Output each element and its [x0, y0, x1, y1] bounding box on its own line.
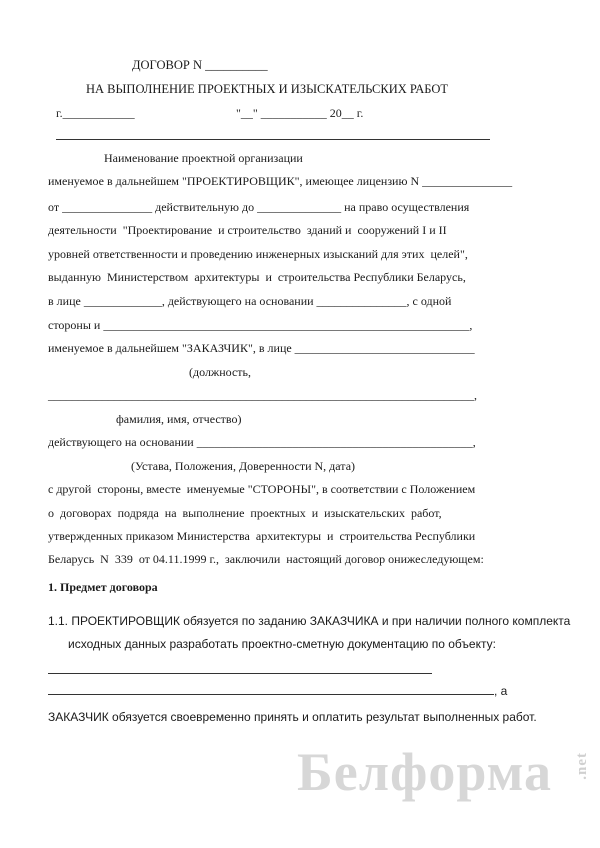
org-name-label: Наименование проектной организации — [104, 151, 303, 165]
contract-text-line: стороны и _____________________________________________________________, — [48, 318, 473, 332]
contract-text-line: действующего на основании ______________________________________________, — [48, 435, 476, 449]
place-field: г.____________ — [56, 106, 135, 120]
clause-line: 1.1. ПРОЕКТИРОВЩИК обязуется по заданию ЗАКАЗЧИКА и при наличии полного комплекта — [48, 614, 571, 628]
basis-hint: (Устава, Положения, Доверенности N, дата) — [131, 459, 356, 473]
object-blank-line — [48, 694, 494, 695]
contract-title: ДОГОВОР N __________ — [132, 58, 268, 72]
watermark-text: Белформа — [297, 742, 552, 802]
contract-text-line: Беларусь N 339 от 04.11.1999 г., заключили настоящий договор онижеследующем: — [48, 552, 484, 566]
object-blank-line — [48, 673, 432, 674]
separator-line — [56, 139, 490, 140]
watermark-logo — [297, 742, 590, 802]
contract-text-line: именуемое в дальнейшем "ПРОЕКТИРОВЩИК", имеющее лицензию N _______________ — [48, 174, 513, 188]
contract-text-line: выданную Министерством архитектуры и строительства Республики Беларусь, — [48, 270, 466, 284]
contract-text-line: уровней ответственности и проведению инженерных изысканий для этих целей", — [48, 247, 468, 261]
blank-line: _______________________________________________________________________, — [48, 388, 477, 402]
clause-line: исходных данных разработать проектно-сметную документацию по объекту: — [68, 637, 496, 651]
contract-text-line: от _______________ действительную до ______________ на право осуществления — [48, 200, 470, 214]
name-hint: фамилия, имя, отчество) — [116, 412, 242, 426]
watermark-suffix: .net — [574, 752, 590, 780]
position-hint: (должность, — [189, 365, 251, 379]
contract-text-line: в лице _____________, действующего на основании _______________, с одной — [48, 294, 452, 308]
clause-tail: , а — [494, 684, 508, 698]
contract-text-line: деятельности "Проектирование и строительство зданий и сооружений I и II — [48, 223, 447, 237]
section-heading: 1. Предмет договора — [48, 580, 158, 594]
contract-text-line: именуемое в дальнейшем "ЗАКАЗЧИК", в лице ______________________________ — [48, 341, 475, 355]
contract-text-line: о договорах подряда на выполнение проектных и изыскательских работ, — [48, 506, 442, 520]
contract-text-line: утвержденных приказом Министерства архитектуры и строительства Республики — [48, 529, 476, 543]
date-field: "__" ___________ 20__ г. — [236, 106, 364, 120]
contract-text-line: с другой стороны, вместе именуемые "СТОРОНЫ", в соответствии с Положением — [48, 482, 476, 496]
contract-subtitle: НА ВЫПОЛНЕНИЕ ПРОЕКТНЫХ И ИЗЫСКАТЕЛЬСКИХ РАБОТ — [86, 82, 449, 96]
clause-line: ЗАКАЗЧИК обязуется своевременно принять и оплатить результат выполненных работ. — [48, 710, 537, 724]
